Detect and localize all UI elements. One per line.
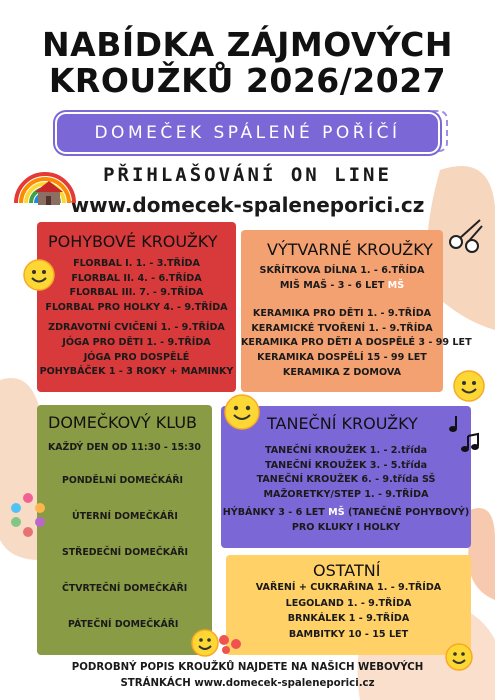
ms-tag: MŠ (328, 507, 345, 519)
list-item: STŘEDEČNÍ DOMEČKÁŘI (62, 547, 189, 558)
music-note-icon (448, 412, 484, 456)
list-item: MAŽORETKY/STEP 1. - 9.TŘÍDA (263, 488, 429, 500)
section-vytvarne-title: VÝTVARNÉ KROUŽKY (267, 240, 433, 259)
section-pohybove-title: POHYBOVÉ KROUŽKY (48, 232, 218, 251)
list-item: FLORBAL PRO HOLKY 4. - 9.TŘÍDA (45, 301, 228, 313)
kids-circle-icon (8, 490, 48, 538)
klub-schedule: KAŽDÝ DEN OD 11:30 - 15:30 (48, 442, 201, 453)
list-item: FLORBAL III. 7. - 9.TŘÍDA (69, 287, 204, 299)
list-item: LEGOLAND 1. - 9.TŘÍDA (285, 597, 412, 609)
section-ostatni-title: OSTATNÍ (313, 561, 381, 580)
list-item: KERAMIKA DOSPĚLÍ 15 - 99 LET (257, 351, 427, 363)
list-item: JÓGA PRO DĚTI 1. - 9.TŘÍDA (62, 336, 211, 348)
website-link[interactable]: www.domecek-spaleneporici.cz (70, 193, 425, 217)
list-item: FLORBAL II. 4. - 6.TŘÍDA (71, 272, 202, 284)
rainbow-house-icon (10, 163, 80, 209)
page-title-line1: NABÍDKA ZÁJMOVÝCH (42, 25, 453, 64)
pohybove-list (37, 257, 236, 380)
section-klub-title: DOMEČKOVÝ KLUB (48, 413, 198, 432)
list-item: KERAMIKA Z DOMOVA (282, 366, 402, 378)
list-item: ČTVRTEČNÍ DOMEČKÁŘI (62, 583, 188, 594)
list-item: HÝBÁNKY 3 - 6 LET MŠ (TANEČNĚ POHYBOVÝ) (222, 507, 470, 519)
list-item: ZDRAVOTNÍ CVIČENÍ 1. - 9.TŘÍDA (48, 322, 225, 334)
scissors-icon (446, 214, 486, 254)
footer-line2[interactable]: STRÁNKÁCH www.domecek-spaleneporici.cz (120, 678, 375, 689)
list-item: SKŘÍTKOVA DÍLNA 1. - 6.TŘÍDA (259, 265, 425, 276)
list-item: PONDĚLNÍ DOMEČKÁŘI (62, 475, 184, 486)
ostatni-list (226, 580, 471, 642)
list-item: PRO KLUKY I HOLKY (291, 521, 401, 533)
footer-text (0, 660, 495, 692)
smiley-icon (452, 369, 486, 403)
list-item: PÁTEČNÍ DOMEČKÁŘI (68, 619, 179, 630)
list-item: VAŘENÍ + CUKRAŘINA 1. - 9.TŘÍDA (255, 582, 442, 593)
flower-icon (216, 632, 246, 656)
footer-line1: PODROBNÝ POPIS KROUŽKŮ NAJDETE NA NAŠICH WEBOVÝCH (71, 662, 424, 673)
smiley-icon (22, 258, 56, 292)
smiley-icon (222, 392, 262, 432)
list-item: ÚTERNÍ DOMEČKÁŘI (72, 511, 178, 522)
list-item: POHYBÁČEK 1 - 3 ROKY + MAMINKY (39, 366, 234, 378)
list-item: KERAMIKA PRO DĚTI A DOSPĚLÉ 3 - 99 LET (241, 337, 472, 349)
list-item: BAMBITKY 10 - 15 LET (288, 628, 409, 640)
section-tanecni-title: TANEČNÍ KROUŽKY (267, 414, 418, 433)
list-item: TANEČNÍ KROUŽEK 3. - 5.třída (264, 459, 428, 471)
list-item: BRNKÁLEK 1 - 9.TŘÍDA (287, 613, 410, 624)
registration-text: PŘIHLAŠOVÁNÍ ON LINE (103, 164, 392, 186)
list-item: MIŠ MAŠ - 3 - 6 LET MŠ (279, 279, 405, 291)
list-item: TANEČNÍ KROUŽEK 1. - 2.třída (264, 445, 428, 456)
list-item: KERAMIKA PRO DĚTI 1. - 9.TŘÍDA (252, 308, 432, 320)
page-title-line2: KROUŽKŮ 2026/2027 (48, 61, 447, 100)
org-banner: DOMEČEK SPÁLENÉ POŘÍČÍ (57, 114, 438, 152)
list-item: JÓGA PRO DOSPĚLÉ (83, 351, 190, 363)
list-item: FLORBAL I. 1. - 3.TŘÍDA (73, 258, 200, 269)
tanecni-list (221, 444, 471, 536)
list-item: KERAMICKÉ TVOŘENÍ 1. - 9.TŘÍDA (251, 322, 433, 334)
list-item: TANEČNÍ KROUŽEK 6. - 9.třída SŠ (256, 474, 436, 486)
ms-tag: MŠ (387, 279, 405, 291)
vytvarne-list (241, 264, 472, 380)
